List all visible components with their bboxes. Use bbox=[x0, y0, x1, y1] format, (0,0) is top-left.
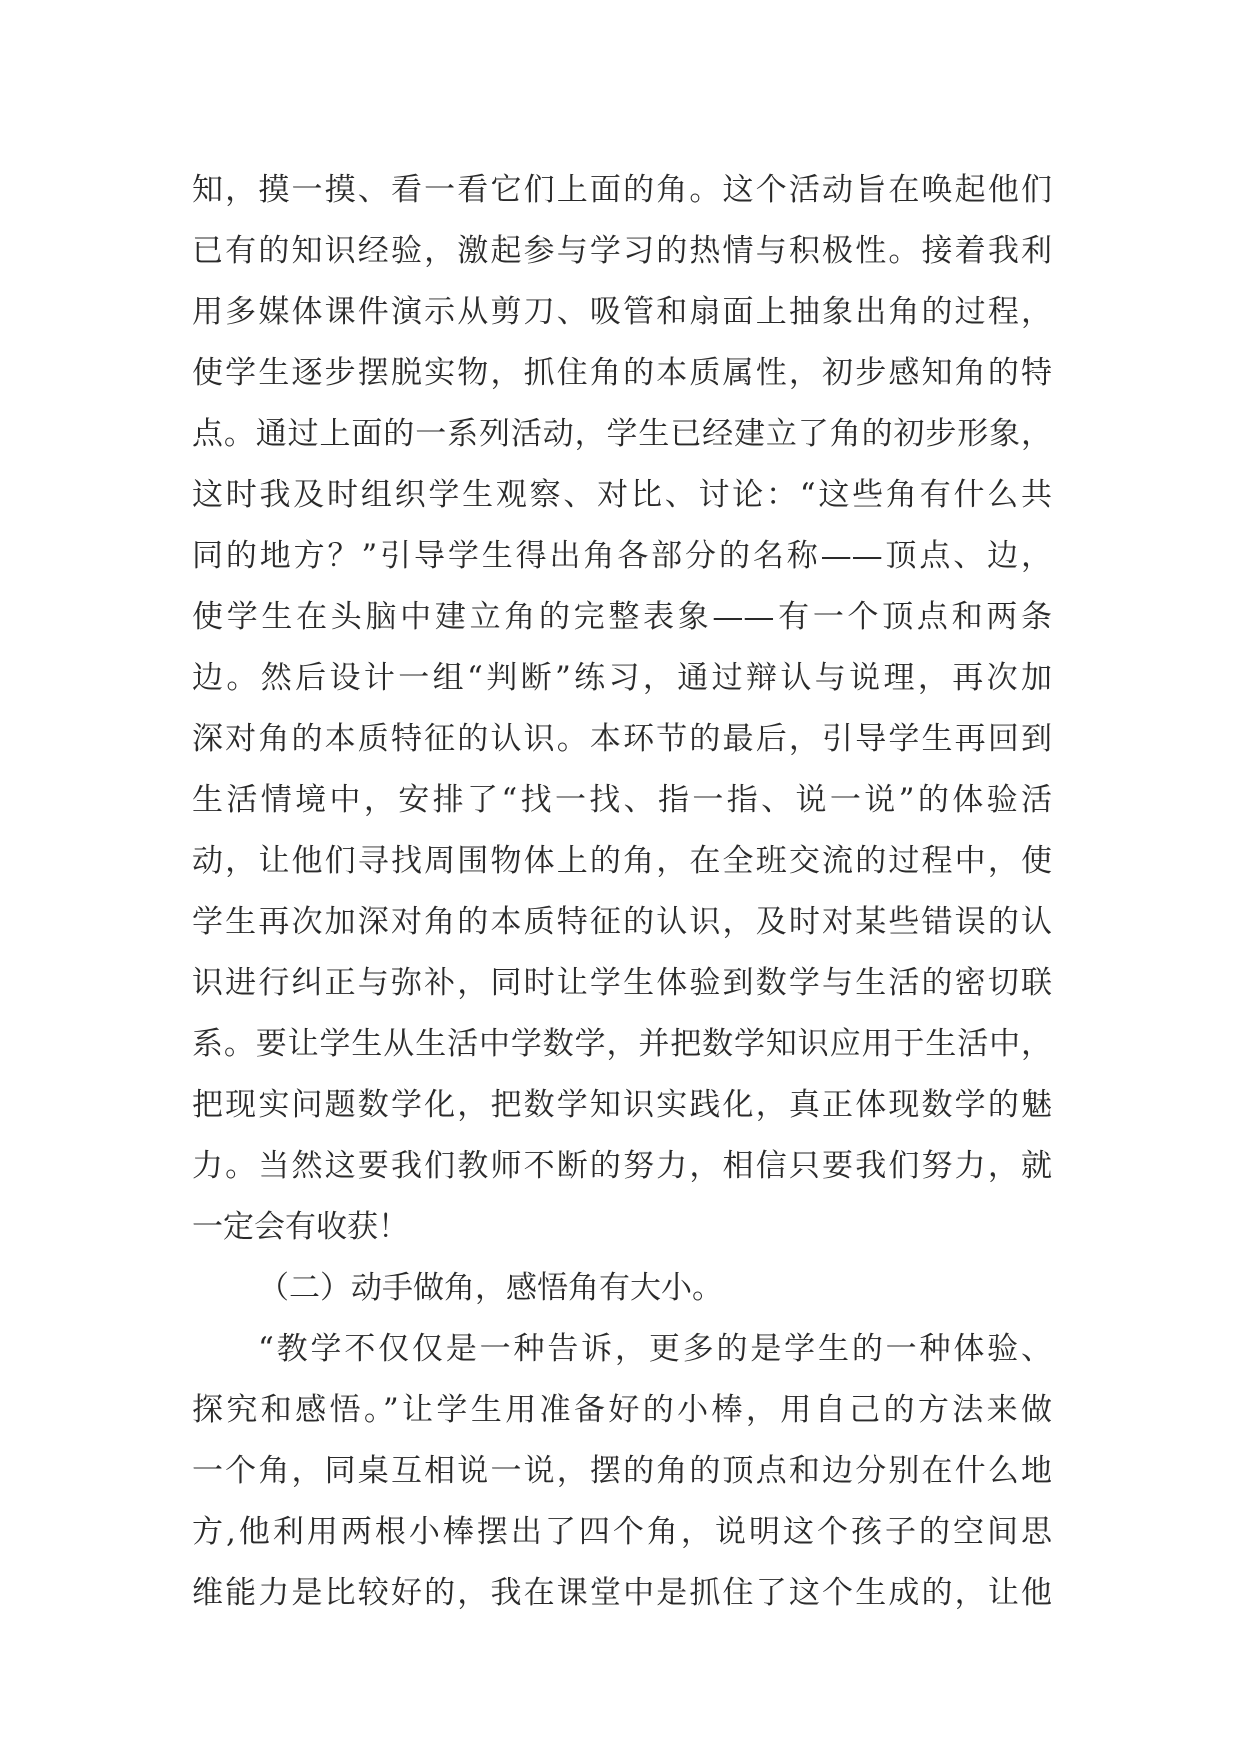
text-line: 使学生逐步摆脱实物，抓住角的本质属性，初步感知角的特 bbox=[192, 355, 1052, 391]
text-line: 生活情境中，安排了“找一找、指一指、说一说”的体验活 bbox=[192, 782, 1052, 818]
text-line: 系。要让学生从生活中学数学，并把数学知识应用于生活中， bbox=[192, 1026, 1052, 1062]
text-line: 点。通过上面的一系列活动，学生已经建立了角的初步形象， bbox=[192, 416, 1052, 452]
text-line: 动，让他们寻找周围物体上的角，在全班交流的过程中，使 bbox=[192, 843, 1052, 879]
text-line: 一个角，同桌互相说一说，摆的角的顶点和边分别在什么地 bbox=[192, 1453, 1052, 1489]
paragraph-end-line: 一定会有收获！ bbox=[192, 1209, 409, 1245]
text-line: 已有的知识经验，激起参与学习的热情与积极性。接着我利 bbox=[192, 233, 1052, 269]
text-line: 识进行纠正与弥补，同时让学生体验到数学与生活的密切联 bbox=[192, 965, 1052, 1001]
paragraph-first-line: “教学不仅仅是一种告诉，更多的是学生的一种体验、 bbox=[258, 1331, 1052, 1367]
text-line: 用多媒体课件演示从剪刀、吸管和扇面上抽象出角的过程， bbox=[192, 294, 1052, 330]
body-text bbox=[192, 160, 1052, 1624]
text-line: 方,他利用两根小棒摆出了四个角，说明这个孩子的空间思 bbox=[192, 1514, 1052, 1550]
text-line: 把现实问题数学化，把数学知识实践化，真正体现数学的魅 bbox=[192, 1087, 1052, 1123]
text-line: 使学生在头脑中建立角的完整表象——有一个顶点和两条 bbox=[192, 599, 1052, 635]
text-line: 同的地方？”引导学生得出角各部分的名称——顶点、边， bbox=[192, 538, 1052, 574]
text-line: 学生再次加深对角的本质特征的认识，及时对某些错误的认 bbox=[192, 904, 1052, 940]
text-line: 边。然后设计一组“判断”练习，通过辩认与说理，再次加 bbox=[192, 660, 1052, 696]
text-line: 探究和感悟。”让学生用准备好的小棒，用自己的方法来做 bbox=[192, 1392, 1052, 1428]
text-line: 维能力是比较好的，我在课堂中是抓住了这个生成的，让他 bbox=[192, 1575, 1052, 1611]
text-line: 深对角的本质特征的认识。本环节的最后，引导学生再回到 bbox=[192, 721, 1052, 757]
section-heading: （二）动手做角，感悟角有大小。 bbox=[258, 1270, 723, 1306]
text-line: 知，摸一摸、看一看它们上面的角。这个活动旨在唤起他们 bbox=[192, 172, 1052, 208]
text-line: 力。当然这要我们教师不断的努力，相信只要我们努力，就 bbox=[192, 1148, 1052, 1184]
text-line: 这时我及时组织学生观察、对比、讨论：“这些角有什么共 bbox=[192, 477, 1052, 513]
